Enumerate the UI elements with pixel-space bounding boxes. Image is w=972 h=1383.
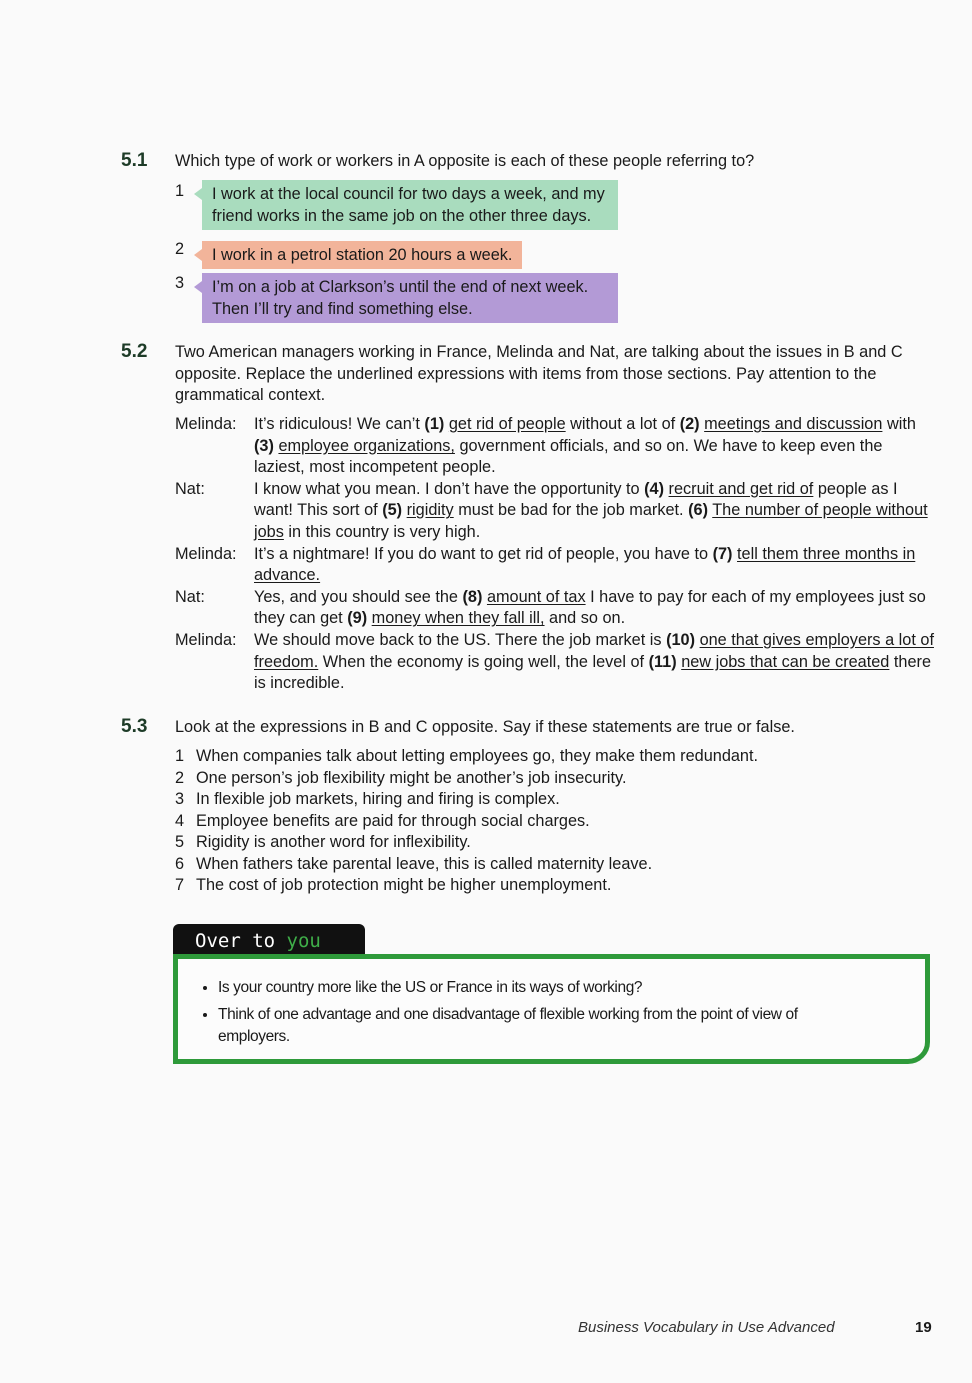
text-segment: It’s ridiculous! We can’t — [254, 415, 425, 433]
exercise-number: 5.3 — [121, 716, 148, 737]
underlined-expression: The number of people without jobs — [254, 501, 928, 541]
text-segment: and so on. — [544, 609, 626, 628]
dialogue — [175, 414, 935, 695]
underlined-expression: new jobs that can be created — [681, 652, 890, 671]
item-text: When companies talk about letting employees go, they make them redundant. — [196, 747, 759, 765]
book-title: Business Vocabulary in Use Advanced — [578, 1319, 835, 1336]
underlined-expression: rigidity — [406, 501, 454, 520]
exercise-number: 5.2 — [121, 341, 148, 362]
speech-bubble: I work at the local council for two days a week, and my friend works in the same job on the other three days. — [202, 180, 618, 230]
text-segment: people as I want! This sort of — [254, 479, 898, 520]
dialogue-text — [254, 414, 935, 479]
item-number: 2 — [175, 240, 185, 258]
gap-number: (3) — [254, 436, 274, 455]
speaker-name: Melinda: — [175, 415, 237, 433]
text-segment: When the economy is going well, the level of — [318, 652, 649, 671]
list-item — [175, 875, 758, 897]
exercise-prompt: Which type of work or workers in A opposite is each of these people referring to? — [175, 152, 755, 170]
gap-number: (6) — [688, 501, 708, 520]
exercise-prompt: Two American managers working in France, Melinda and Nat, are talking about the issues in B and C opposite. Replace the underlined expressions with items from those sections. Pay attention to the grammatical context. — [175, 343, 903, 404]
underlined-expression: tell them three months in advance. — [254, 544, 916, 585]
item-number: 2 — [175, 768, 185, 787]
text-segment: there is incredible. — [254, 652, 932, 693]
list-item — [175, 768, 758, 790]
statement-list — [175, 746, 758, 897]
list-item — [175, 832, 758, 854]
exercise-number: 5.1 — [121, 150, 148, 171]
text-segment: must be bad for the job market. — [453, 501, 689, 520]
gap-number: (9) — [347, 609, 368, 628]
gap-number: (5) — [382, 501, 403, 520]
gap-number: (1) — [424, 415, 445, 433]
list-item — [175, 811, 758, 833]
underlined-expression: recruit and get rid of — [668, 479, 814, 498]
dialogue-text — [254, 544, 935, 587]
item-number: 1 — [175, 747, 185, 765]
dialogue-text — [254, 479, 935, 544]
bullet-item: • Is your country more like the US or France in its ways of working? — [218, 977, 865, 999]
text-segment: We should move back to the US. There the job market is — [254, 630, 667, 649]
exercise-prompt: Look at the expressions in B and C opposite. Say if these statements are true or false. — [175, 718, 795, 736]
speaker-name: Melinda: — [175, 544, 237, 563]
underlined-expression: get rid of people — [448, 415, 566, 433]
gap-number: (7) — [712, 544, 733, 563]
text-segment: I have to pay for each of my employees just so they can get — [254, 587, 926, 628]
dialogue-turn — [175, 544, 935, 587]
text-segment: in this country is very high. — [283, 522, 481, 541]
dialogue-text — [254, 587, 935, 630]
dialogue-turn — [175, 630, 935, 695]
list-item — [175, 854, 758, 876]
gap-number: (2) — [679, 415, 700, 433]
page-number: 19 — [915, 1319, 932, 1336]
dialogue-turn — [175, 414, 935, 479]
over-to-you-heading — [173, 924, 365, 956]
underlined-expression: amount of tax — [486, 587, 586, 606]
underlined-expression: money when they fall ill, — [371, 609, 545, 628]
dialogue-turn — [175, 479, 935, 544]
underlined-expression: employee organizations, — [278, 436, 455, 455]
item-number: 7 — [175, 876, 185, 894]
item-number: 1 — [175, 182, 185, 200]
over-to-you-box — [173, 954, 930, 1064]
text-segment: I know what you mean. I don’t have the opportunity to — [254, 479, 645, 498]
item-number: 4 — [175, 811, 185, 830]
speaker-name: Melinda: — [175, 630, 237, 649]
speaker-name: Nat: — [175, 479, 205, 498]
heading-text: Over to — [195, 930, 287, 952]
item-number: 3 — [175, 274, 185, 292]
speech-bubble: I work in a petrol station 20 hours a week. — [202, 241, 522, 269]
gap-number: (10) — [666, 630, 696, 649]
underlined-expression: one that gives employers a lot of freedom. — [254, 630, 934, 671]
gap-number: (4) — [644, 479, 664, 498]
item-text: The cost of job protection might be higher unemployment. — [196, 876, 612, 894]
item-text: One person’s job flexibility might be another’s job insecurity. — [196, 768, 627, 787]
item-number: 3 — [175, 790, 185, 808]
item-number: 6 — [175, 854, 185, 873]
item-text: Employee benefits are paid for through social charges. — [196, 811, 590, 830]
gap-number: (11) — [648, 652, 677, 671]
dialogue-text — [254, 630, 935, 695]
speaker-name: Nat: — [175, 587, 205, 606]
dialogue-turn — [175, 587, 935, 630]
item-text: When fathers take parental leave, this is called maternity leave. — [196, 854, 653, 873]
text-segment: It’s a nightmare! If you do want to get rid of people, you have to — [254, 544, 713, 563]
text-segment: without a lot of — [565, 415, 680, 433]
text-segment: with — [882, 415, 916, 433]
list-item — [175, 746, 758, 768]
text-segment: Yes, and you should see the — [254, 587, 463, 606]
speech-bubble: I’m on a job at Clarkson’s until the end of next week. Then I’ll try and find something else. — [202, 273, 618, 323]
underlined-expression: meetings and discussion — [704, 415, 883, 433]
item-text: Rigidity is another word for inflexibility. — [196, 833, 471, 851]
list-item — [175, 789, 758, 811]
text-segment: government officials, and so on. We have to keep even the laziest, most incompetent people. — [254, 436, 883, 477]
item-number: 5 — [175, 833, 185, 851]
gap-number: (8) — [462, 587, 483, 606]
bullet-item: • Think of one advantage and one disadvantage of flexible working from the point of view of employers. — [218, 1004, 865, 1048]
heading-highlight: you — [286, 930, 321, 952]
item-text: In flexible job markets, hiring and firing is complex. — [196, 790, 560, 808]
